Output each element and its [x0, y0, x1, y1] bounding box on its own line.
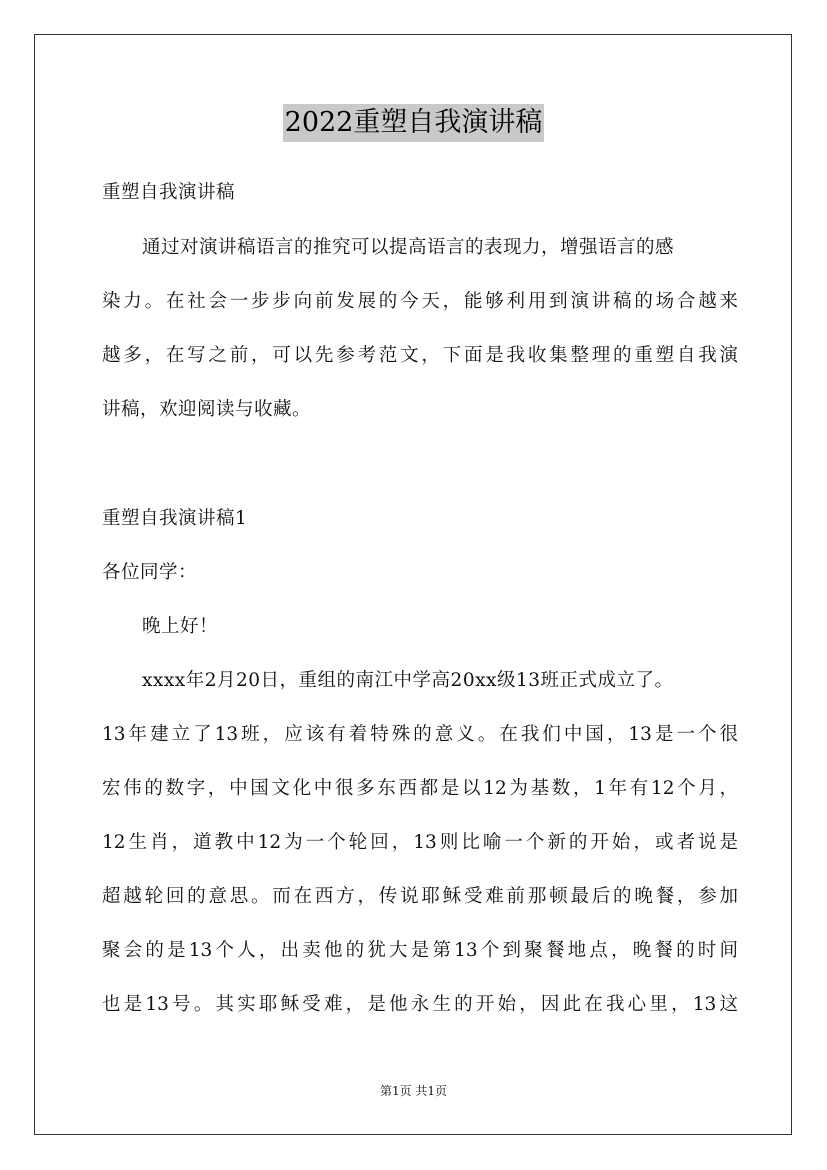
intro-line-1: 通过对演讲稿语言的推究可以提高语言的表现力，增强语言的感	[142, 237, 675, 258]
title-container	[0, 104, 827, 142]
body-line-7: 也是13号。其实耶稣受难，是他永生的开始，因此在我心里，13这	[102, 994, 738, 1015]
body-line-1: xxxx年2月20日，重组的南江中学高20xx级13班正式成立了。	[142, 670, 674, 691]
body-line-5: 超越轮回的意思。而在西方，传说耶稣受难前那顿最后的晚餐，参加	[102, 886, 738, 907]
intro-line-4: 讲稿，欢迎阅读与收藏。	[102, 399, 312, 420]
body-line-3: 宏伟的数字，中国文化中很多东西都是以12为基数，1年有12个月，	[102, 778, 738, 799]
body-line-4: 12生肖，道教中12为一个轮回，13则比喻一个新的开始，或者说是	[102, 832, 738, 853]
body-line-6: 聚会的是13个人，出卖他的犹大是第13个到聚餐地点，晚餐的时间	[102, 940, 738, 961]
body-line-2: 13年建立了13班，应该有着特殊的意义。在我们中国，13是一个很	[102, 724, 738, 745]
document-subtitle: 重塑自我演讲稿	[102, 182, 236, 203]
document-title: 2022重塑自我演讲稿	[283, 104, 545, 142]
page-footer: 第1页 共1页	[379, 1084, 448, 1098]
intro-line-3: 越多，在写之前，可以先参考范文，下面是我收集整理的重塑自我演	[102, 345, 738, 366]
greeting: 晚上好！	[142, 616, 219, 637]
section-heading: 重塑自我演讲稿1	[102, 508, 248, 529]
salutation: 各位同学：	[102, 562, 198, 583]
intro-line-2: 染力。在社会一步步向前发展的今天，能够利用到演讲稿的场合越来	[102, 291, 738, 312]
